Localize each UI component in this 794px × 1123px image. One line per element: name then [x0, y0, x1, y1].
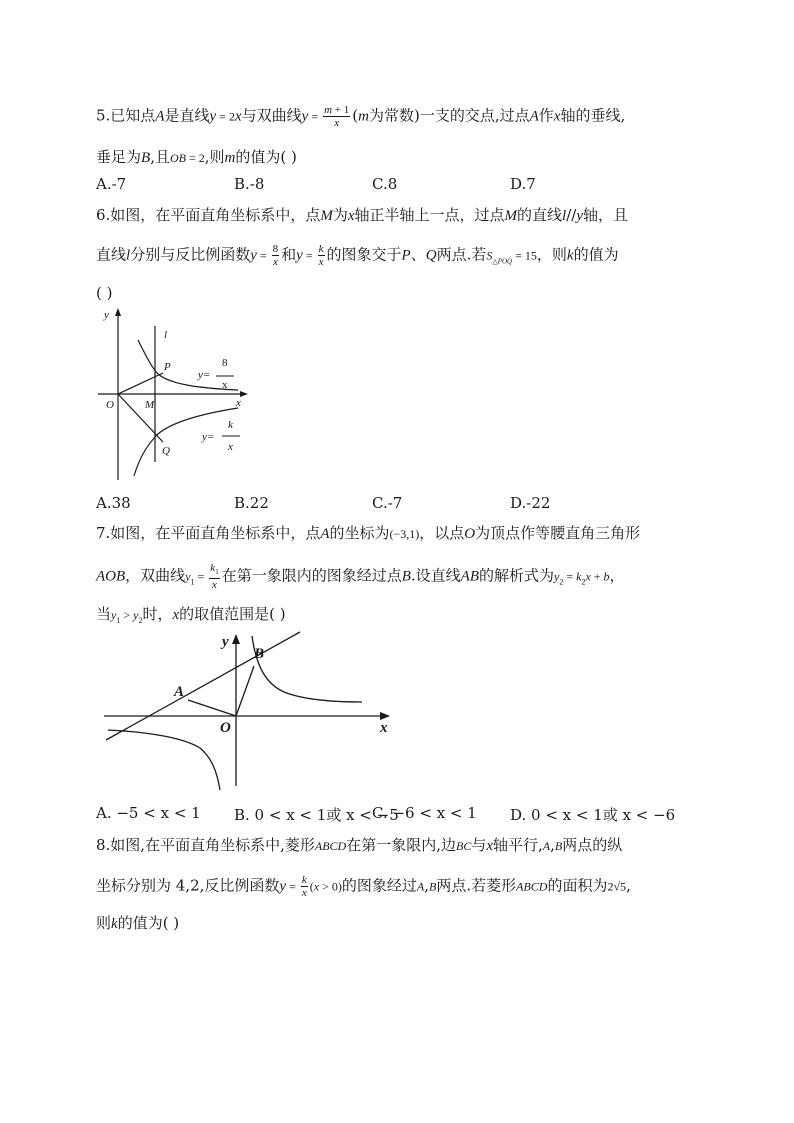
q6-option-c[interactable]: C.-7	[372, 494, 403, 512]
q5-option-a[interactable]: A.-7	[96, 175, 127, 193]
x-axis-arrow	[240, 391, 248, 397]
label-m: M	[145, 399, 155, 411]
fraction: $\frac{8}{x}$	[272, 243, 279, 268]
label-f2-num: k	[228, 419, 233, 431]
label-f2-den: x	[228, 441, 233, 453]
fraction: $\frac{k}{x}$	[301, 874, 307, 899]
label-f1-y: y=	[198, 369, 211, 381]
q7-figure	[100, 626, 400, 792]
q6-line3: ( )	[96, 284, 113, 302]
q6-option-d[interactable]: D.-22	[510, 494, 551, 512]
y-axis-arrow	[232, 634, 240, 644]
q6-line1: 6.如图，在平面直角坐标系中，点M为x轴正半轴上一点，过点M的直线l//y轴，且	[96, 206, 629, 224]
segment-ob	[236, 666, 254, 716]
q7-line1: 7.如图，在平面直角坐标系中，点A的坐标为(−3,1)，以点O为顶点作等腰直角三角形	[96, 524, 641, 542]
label-f2-y: y=	[202, 431, 215, 443]
label-q: Q	[162, 445, 170, 457]
hyperbola-q1	[252, 636, 362, 702]
label-o: O	[220, 720, 231, 736]
label-f1-den: x	[222, 379, 228, 391]
label-y: y	[222, 634, 229, 650]
q6-line2: 直线l分别与反比例函数y = $\frac{8}{x}$ 和y = $\frac{k}{x}$ 的图象交于P、Q两点.若$S_{\triangle POQ} = 15$，则k的值为	[96, 243, 619, 268]
label-y: y	[104, 309, 109, 321]
q6-figure	[98, 306, 258, 486]
label-x: x	[380, 720, 388, 736]
label-l: l	[164, 329, 168, 341]
q7-option-a[interactable]: A. −5 < x < 1	[96, 804, 201, 822]
q6-option-a[interactable]: A.38	[96, 494, 131, 512]
q5-option-c[interactable]: C.8	[372, 175, 398, 193]
fraction: $\frac{k}{x}$	[318, 243, 324, 268]
q6-option-b[interactable]: B.22	[234, 494, 269, 512]
q5-option-b[interactable]: B.-8	[234, 175, 265, 193]
label-x: x	[236, 397, 241, 409]
q7-line2: AOB，双曲线$y_1$ = $\frac{k_1}{x}$ 在第一象限内的图象经过点B.设直线AB的解析式为$y_2 = k_2x + b$，	[96, 562, 625, 592]
x-axis-arrow	[380, 712, 390, 720]
q5-line2: 垂足为B,且OB = 2,则m的值为( )	[96, 148, 297, 166]
q8-line3: 则k的值为( )	[96, 914, 180, 932]
q7-option-b[interactable]: B. 0 < x < 1或 x < −5	[234, 806, 399, 824]
hyperbola-q3	[108, 730, 220, 790]
fraction: $\frac{k_1}{x}$	[210, 562, 219, 592]
q5-line1: 5.已知点A是直线y = 2x与双曲线y = $\frac{m + 1}{x}$ (m为常数)一支的交点,过点A作x轴的垂线,	[96, 104, 626, 129]
y-axis-arrow	[115, 308, 121, 316]
q8-line2: 坐标分别为 4,2,反比例函数y = $\frac{k}{x}$ (x > 0)的图象经过A,B两点.若菱形ABCD的面积为2√5,	[96, 874, 631, 899]
q7-option-d[interactable]: D. 0 < x < 1或 x < −6	[510, 806, 676, 824]
label-b: B	[254, 646, 265, 662]
segment-oq	[118, 394, 163, 442]
label-a: A	[174, 684, 185, 700]
segment-ao	[188, 700, 236, 716]
q7-option-c[interactable]: C. −6 < x < 1	[372, 804, 477, 822]
label-f1-num: 8	[222, 357, 228, 369]
q7-line3: 当$y_1 > y_2$时，x的取值范围是( )	[96, 605, 286, 625]
line-ab	[106, 632, 300, 740]
label-p: P	[164, 361, 171, 373]
curve-k-over-x	[134, 408, 238, 476]
q8-line1: 8.如图,在平面直角坐标系中,菱形ABCD在第一象限内,边BC与x轴平行,A,B两点的纵	[96, 836, 623, 854]
label-o: O	[106, 399, 114, 411]
q5-option-d[interactable]: D.7	[510, 175, 536, 193]
fraction: $\frac{m + 1}{x}$	[324, 104, 350, 129]
segment-op	[118, 373, 163, 394]
